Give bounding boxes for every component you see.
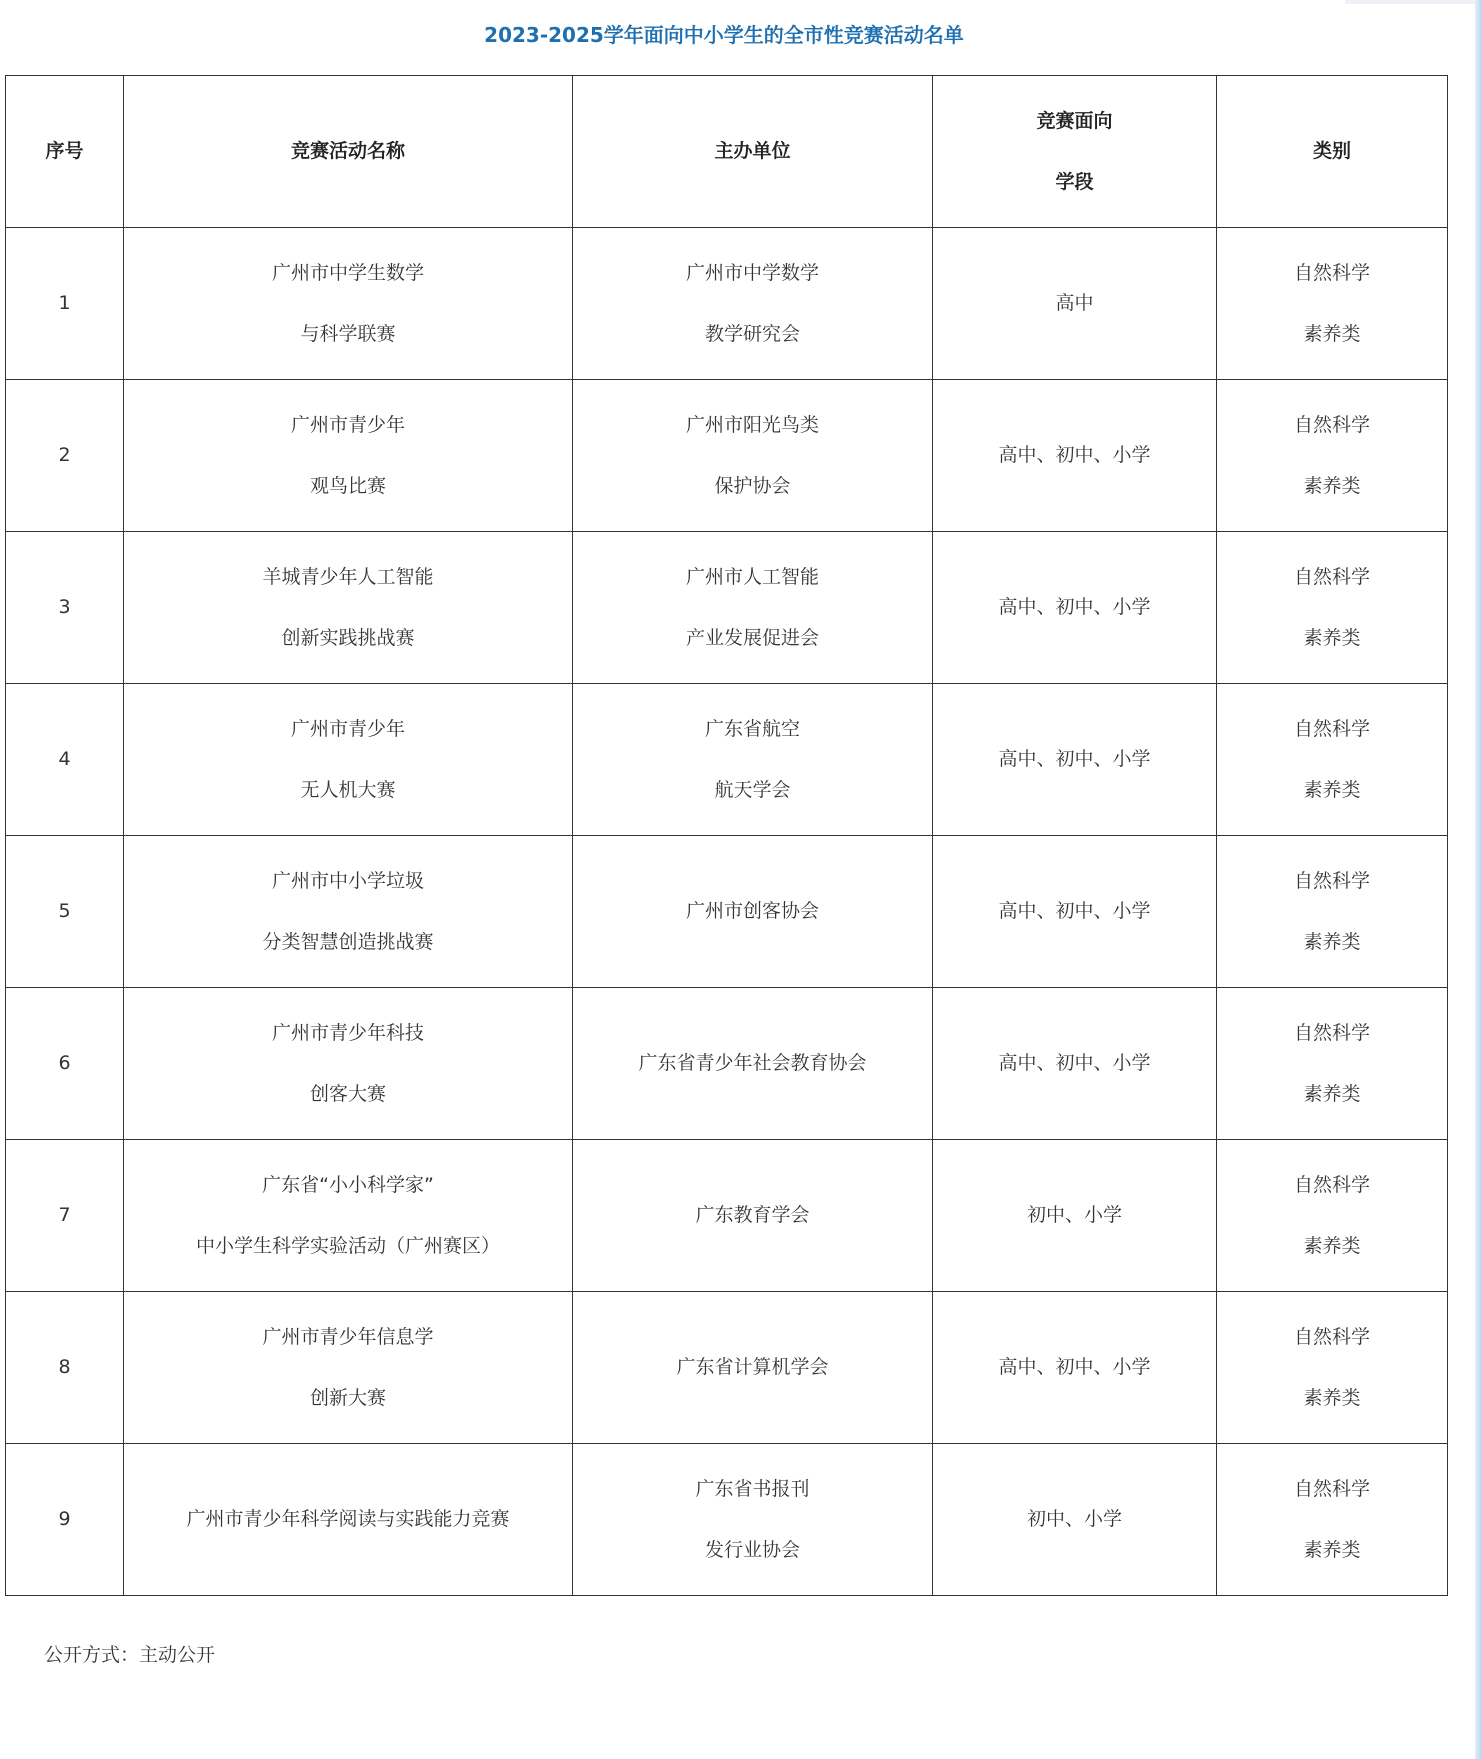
cell-text: 自然科学 (1293, 1173, 1370, 1196)
cell-text: 初中、小学 (1026, 1508, 1122, 1530)
cell-text: 素养类 (1303, 930, 1361, 953)
cell-text: 创新大赛 (309, 1386, 386, 1409)
table-header-row (6, 76, 1448, 228)
cell-text: 广州市中学数学 (685, 261, 819, 284)
cell-category (1217, 1292, 1448, 1444)
cell-text: 与科学联赛 (300, 322, 396, 345)
header-name: 竞赛活动名称 (124, 76, 573, 228)
cell-text: 素养类 (1303, 474, 1361, 497)
cell-organizer (573, 380, 933, 532)
cell-text: 广州市青少年 (290, 413, 405, 436)
cell-name (124, 684, 573, 836)
cell-name (124, 1140, 573, 1292)
cell-organizer (573, 1444, 933, 1596)
cell-text: 广州市青少年科学阅读与实践能力竞赛 (186, 1508, 510, 1530)
cell-text: 自然科学 (1293, 1477, 1370, 1500)
cell-text: 自然科学 (1293, 261, 1370, 284)
header-index: 序号 (6, 76, 124, 228)
cell-text: 高中、初中、小学 (998, 748, 1151, 770)
table-row (6, 684, 1448, 836)
cell-text: 自然科学 (1293, 1021, 1370, 1044)
cell-text: 素养类 (1303, 1234, 1361, 1257)
disclosure-note: 公开方式：主动公开 (44, 1644, 216, 1666)
cell-text: 广东教育学会 (695, 1204, 810, 1226)
cell-level (933, 988, 1217, 1140)
cell-level (933, 1444, 1217, 1596)
cell-text: 2 (58, 444, 71, 466)
page-title: 2023-2025学年面向中小学生的全市性竞赛活动名单 (484, 23, 964, 47)
cell-text: 广东省青少年社会教育协会 (638, 1052, 867, 1074)
cell-text: 创新实践挑战赛 (281, 626, 415, 649)
cell-name (124, 836, 573, 988)
cell-text: 分类智慧创造挑战赛 (262, 930, 434, 953)
cell-text: 高中、初中、小学 (998, 900, 1151, 922)
header-organizer: 主办单位 (573, 76, 933, 228)
table-row (6, 1292, 1448, 1444)
cell-text: 自然科学 (1293, 565, 1370, 588)
cell-name (124, 532, 573, 684)
cell-category (1217, 836, 1448, 988)
cell-index (6, 1444, 124, 1596)
cell-text: 8 (58, 1356, 71, 1378)
cell-level (933, 532, 1217, 684)
cell-name (124, 1444, 573, 1596)
cell-organizer (573, 988, 933, 1140)
cell-text: 5 (58, 900, 71, 922)
cell-category (1217, 228, 1448, 380)
table-row (6, 532, 1448, 684)
cell-text: 3 (58, 596, 71, 618)
cell-text: 广州市阳光鸟类 (685, 413, 819, 436)
cell-text: 素养类 (1303, 1082, 1361, 1105)
cell-text: 广州市中学生数学 (271, 261, 424, 284)
cell-text: 中小学生科学实验活动（广州赛区） (195, 1234, 500, 1257)
cell-text: 素养类 (1303, 1386, 1361, 1409)
cell-organizer (573, 1140, 933, 1292)
cell-level (933, 228, 1217, 380)
cell-text: 广东省“小小科学家” (262, 1173, 434, 1196)
header-category: 类别 (1217, 76, 1448, 228)
cell-text: 素养类 (1303, 1538, 1361, 1561)
cell-text: 广州市中小学垃圾 (271, 869, 424, 892)
cell-text: 素养类 (1303, 322, 1361, 345)
cell-text: 保护协会 (714, 474, 791, 497)
cell-level (933, 380, 1217, 532)
cell-text: 广州市青少年信息学 (262, 1325, 434, 1348)
header-level: 竞赛面向 学段 (933, 76, 1217, 228)
cell-level (933, 836, 1217, 988)
table-body (6, 228, 1448, 1596)
cell-text: 1 (58, 292, 71, 314)
cell-name (124, 1292, 573, 1444)
cell-index (6, 228, 124, 380)
cell-index (6, 836, 124, 988)
cell-text: 发行业协会 (704, 1538, 800, 1561)
table-row (6, 1444, 1448, 1596)
cell-level (933, 1292, 1217, 1444)
cell-category (1217, 1140, 1448, 1292)
cell-text: 广东省计算机学会 (676, 1356, 829, 1378)
cell-index (6, 1292, 124, 1444)
cell-text: 观鸟比赛 (309, 474, 386, 497)
cell-organizer (573, 1292, 933, 1444)
cell-index (6, 532, 124, 684)
cell-text: 4 (58, 748, 71, 770)
cell-text: 高中、初中、小学 (998, 1052, 1151, 1074)
cell-text: 高中、初中、小学 (998, 1356, 1151, 1378)
cell-category (1217, 1444, 1448, 1596)
contest-table (5, 75, 1448, 1596)
cell-text: 产业发展促进会 (685, 626, 819, 649)
cell-text: 自然科学 (1293, 413, 1370, 436)
cell-category (1217, 380, 1448, 532)
cell-text: 7 (58, 1204, 71, 1226)
cell-text: 创客大赛 (309, 1082, 386, 1105)
cell-text: 教学研究会 (704, 322, 800, 345)
cell-text: 初中、小学 (1026, 1204, 1122, 1226)
cell-index (6, 1140, 124, 1292)
cell-level (933, 684, 1217, 836)
cell-text: 高中 (1055, 292, 1094, 314)
table-row (6, 380, 1448, 532)
page-side-rail (1475, 0, 1482, 1759)
cell-text: 9 (58, 1508, 71, 1530)
table-row (6, 988, 1448, 1140)
scroll-corner (1345, 0, 1475, 4)
cell-category (1217, 532, 1448, 684)
cell-organizer (573, 228, 933, 380)
cell-text: 自然科学 (1293, 1325, 1370, 1348)
cell-index (6, 684, 124, 836)
cell-level (933, 1140, 1217, 1292)
cell-organizer (573, 836, 933, 988)
cell-text: 广州市青少年 (290, 717, 405, 740)
table-row (6, 1140, 1448, 1292)
table-row (6, 228, 1448, 380)
cell-organizer (573, 532, 933, 684)
cell-category (1217, 684, 1448, 836)
cell-text: 高中、初中、小学 (998, 596, 1151, 618)
cell-text: 自然科学 (1293, 869, 1370, 892)
cell-name (124, 988, 573, 1140)
table-row (6, 836, 1448, 988)
cell-text: 广州市青少年科技 (271, 1021, 424, 1044)
cell-text: 6 (58, 1052, 71, 1074)
cell-name (124, 380, 573, 532)
cell-text: 羊城青少年人工智能 (262, 565, 434, 588)
cell-name (124, 228, 573, 380)
cell-index (6, 988, 124, 1140)
cell-text: 广东省书报刊 (695, 1477, 810, 1500)
cell-text: 素养类 (1303, 778, 1361, 801)
cell-category (1217, 988, 1448, 1140)
cell-text: 无人机大赛 (300, 778, 396, 801)
cell-text: 高中、初中、小学 (998, 444, 1151, 466)
cell-text: 素养类 (1303, 626, 1361, 649)
cell-text: 广州市人工智能 (685, 565, 819, 588)
cell-text: 航天学会 (714, 778, 791, 801)
cell-index (6, 380, 124, 532)
cell-text: 广州市创客协会 (685, 900, 819, 922)
cell-organizer (573, 684, 933, 836)
cell-text: 广东省航空 (704, 717, 800, 740)
cell-text: 自然科学 (1293, 717, 1370, 740)
